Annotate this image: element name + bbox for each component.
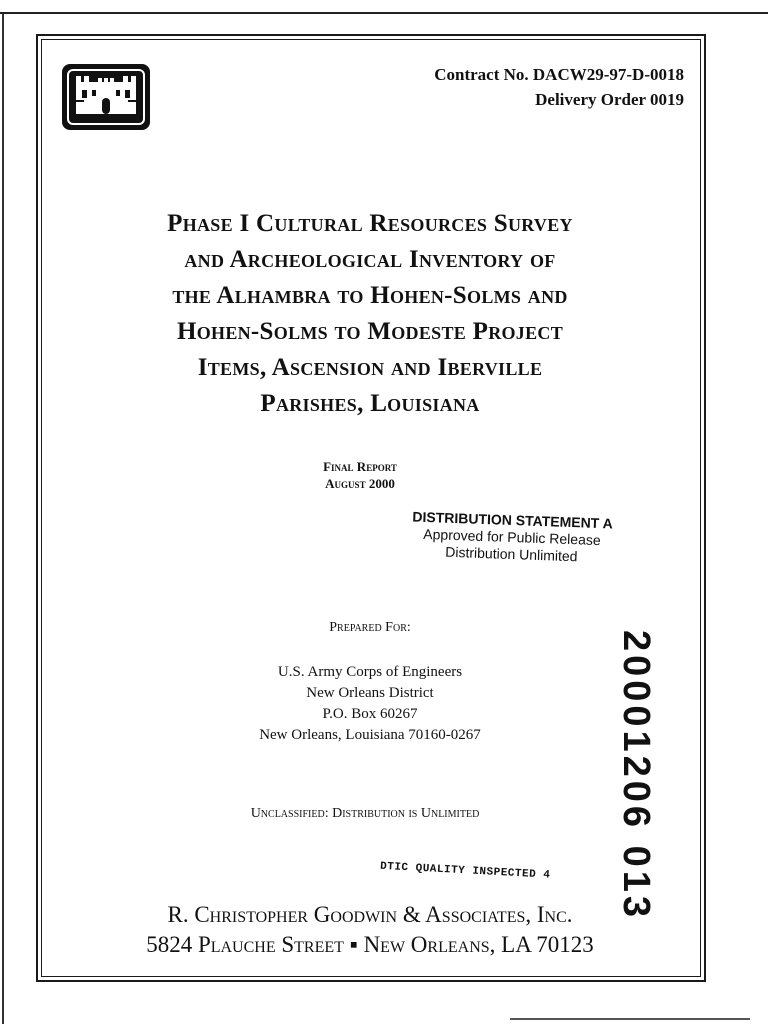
report-status — [290, 458, 430, 492]
address-line: New Orleans, Louisiana 70160-0267 — [259, 727, 481, 743]
accession-number: 20001206 013 — [615, 630, 657, 922]
address-line: New Orleans District — [306, 685, 434, 701]
prepared-for-label: Prepared For: — [329, 620, 411, 635]
report-date: August 2000 — [325, 476, 395, 491]
title-line: and Archeological Inventory of — [184, 246, 556, 273]
top-scan-edge — [0, 12, 768, 14]
title-line: Phase I Cultural Resources Survey — [167, 210, 573, 237]
prepared-for-address — [200, 662, 540, 746]
title-line: Hohen-Solms to Modeste Project — [176, 318, 564, 345]
distribution-line: Approved for Public Release — [423, 525, 601, 549]
report-title — [90, 206, 650, 422]
company-block — [60, 900, 680, 960]
page-border-inner — [41, 39, 701, 977]
company-address: 5824 Plauche Street ▪ New Orleans, LA 70123 — [146, 932, 594, 957]
corps-of-engineers-castle-logo — [62, 64, 150, 130]
title-line: the Alhambra to Hohen-Solms and — [172, 282, 568, 309]
address-line: U.S. Army Corps of Engineers — [277, 664, 463, 680]
contract-number: Contract No. DACW29-97-D-0018 — [434, 65, 684, 84]
address-line: P.O. Box 60267 — [322, 706, 418, 722]
left-scan-edge — [2, 14, 4, 1024]
company-name: R. Christopher Goodwin & Associates, Inc. — [167, 902, 573, 927]
distribution-heading: DISTRIBUTION STATEMENT A — [412, 508, 614, 532]
castle-icon — [62, 64, 150, 130]
distribution-line: Distribution Unlimited — [445, 543, 578, 565]
delivery-order: Delivery Order 0019 — [535, 90, 684, 109]
distribution-statement-stamp — [391, 508, 633, 567]
title-line: Parishes, Louisiana — [260, 390, 480, 417]
report-type: Final Report — [323, 459, 397, 474]
bottom-scan-edge — [510, 1018, 750, 1020]
dtic-quality-stamp: DTIC QUALITY INSPECTED 4 — [379, 860, 551, 882]
classification-notice: Unclassified: Distribution is Unlimited — [250, 806, 480, 821]
contract-info — [434, 62, 684, 112]
title-line: Items, Ascension and Iberville — [197, 354, 543, 381]
